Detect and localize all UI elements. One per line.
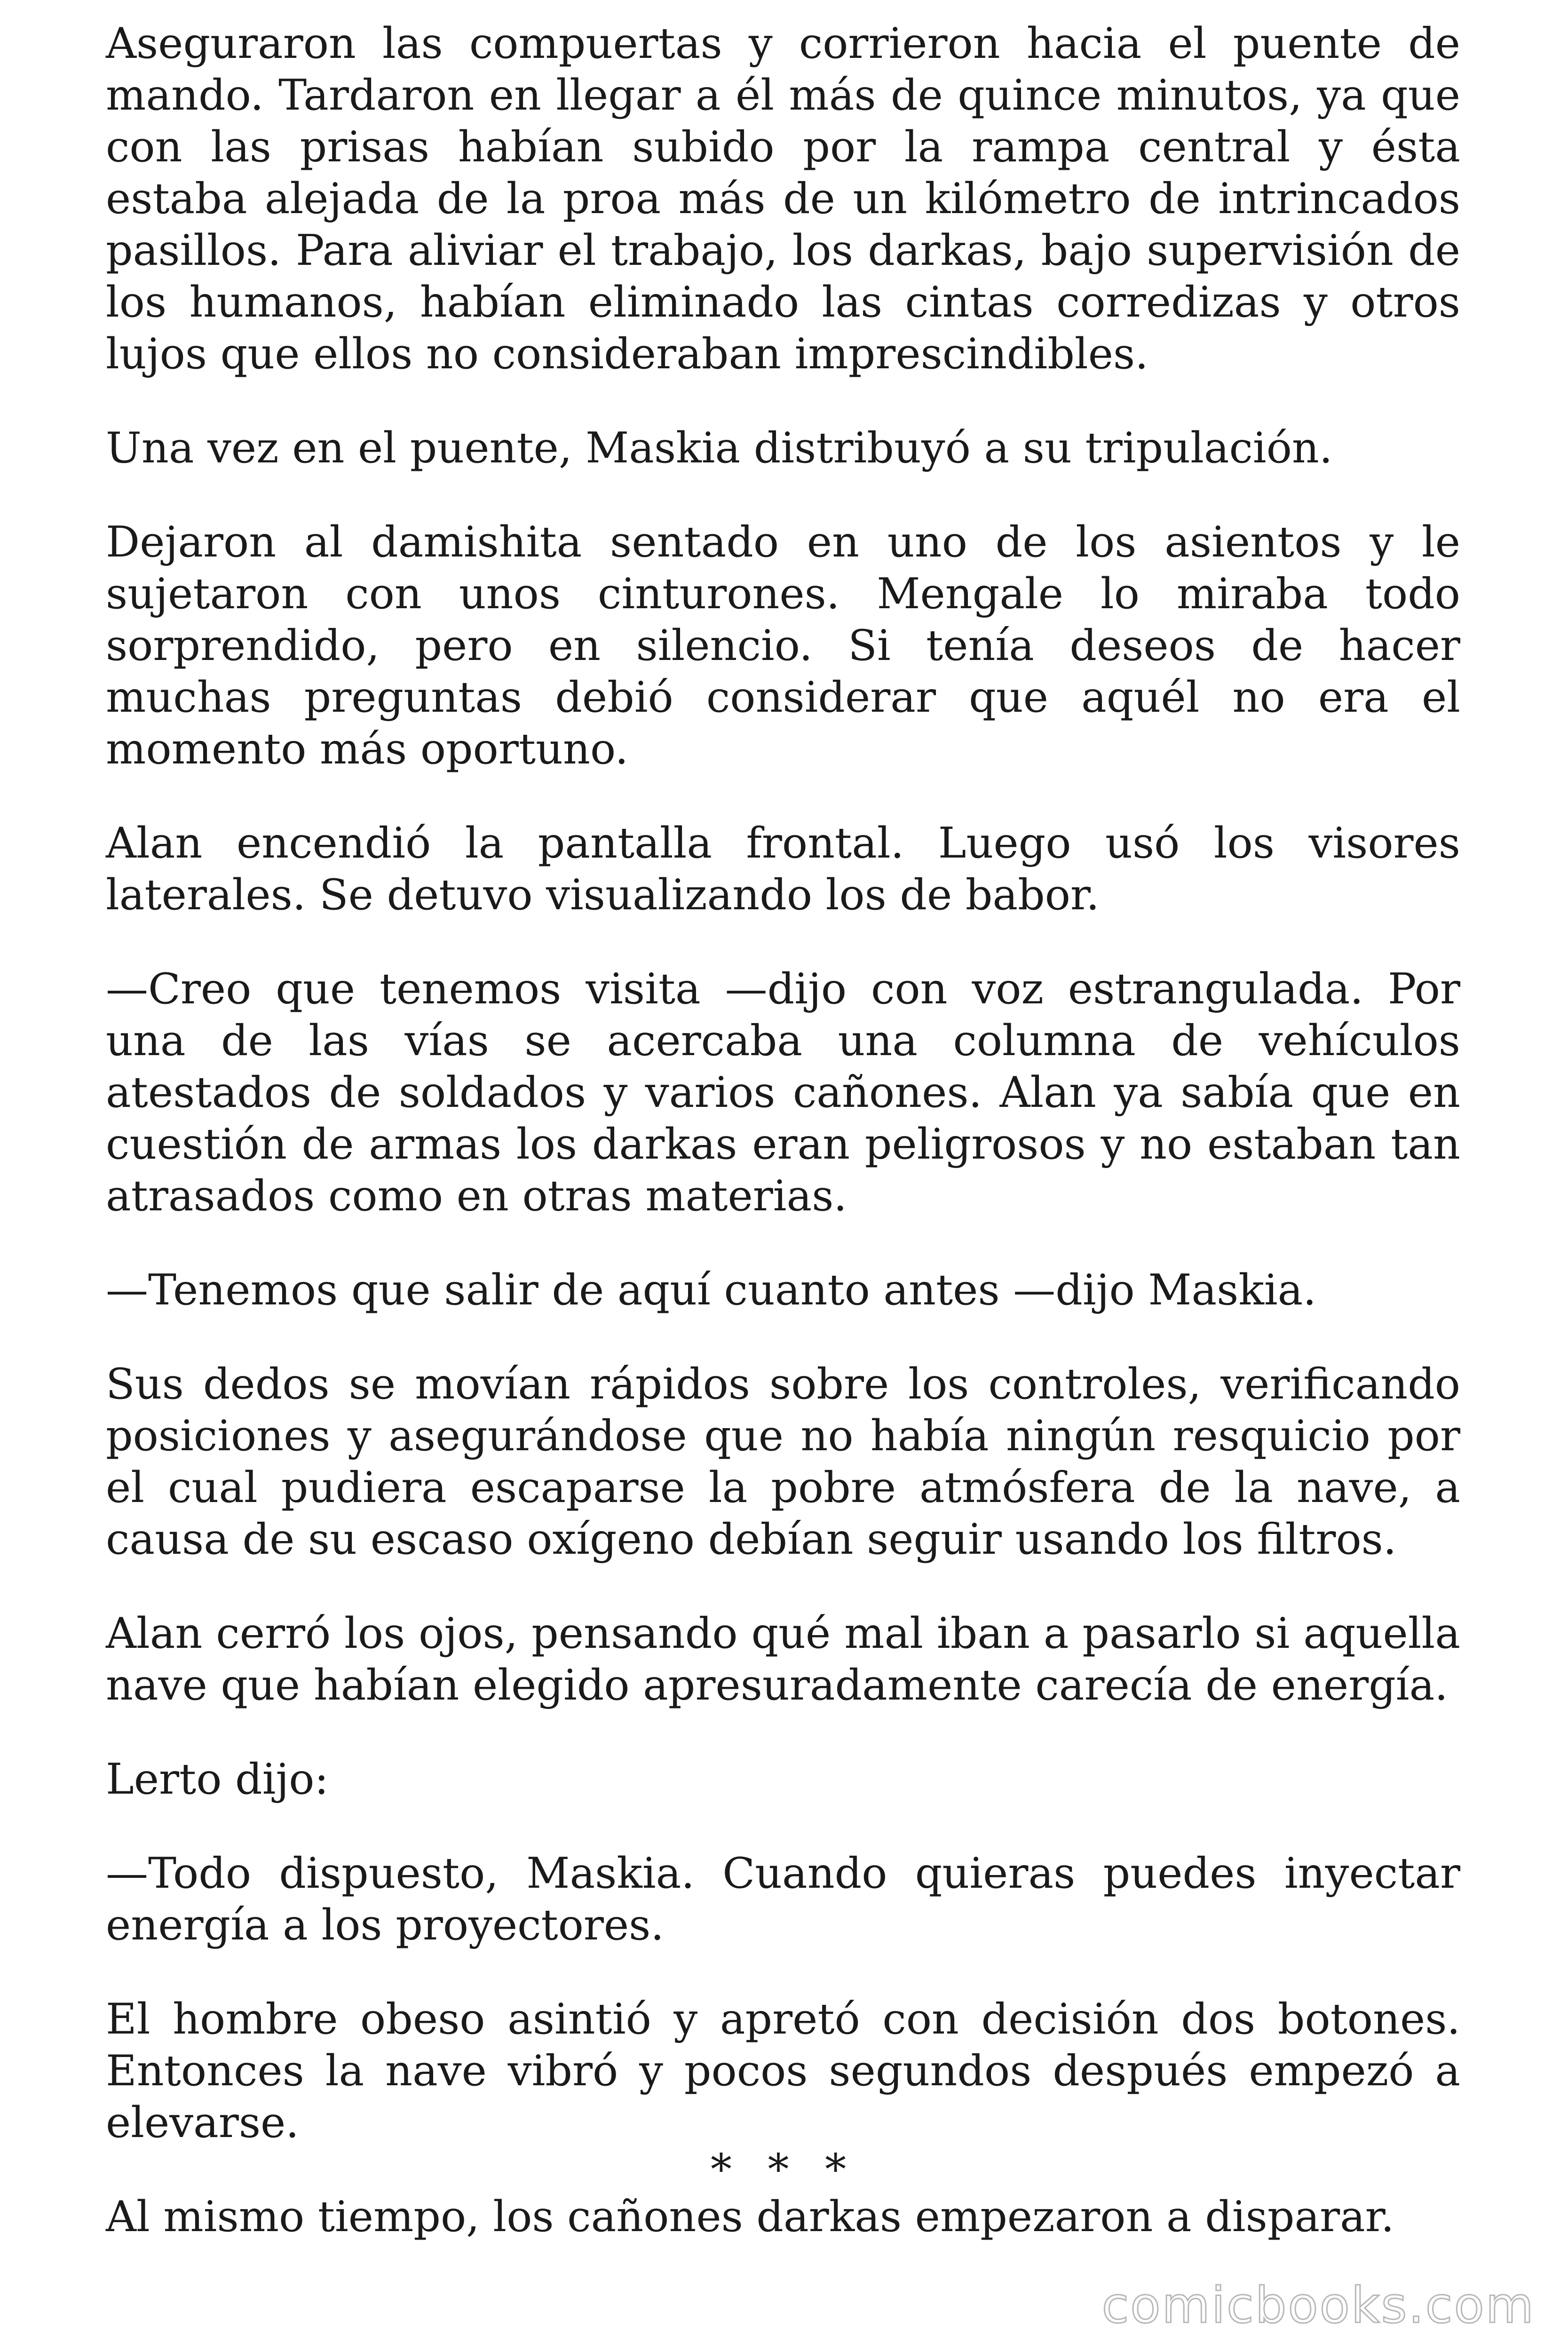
paragraph-5: —Creo que tenemos visita —dijo con voz estrangulada. Por una de las vías se acercaba una columna de vehículos atestados de soldados y varios cañones. Alan ya sabía que en cuestión de armas los darkas eran peligrosos y no estaban tan atrasados como en otras materias. — [106, 964, 1460, 1221]
section-separator: * * * — [710, 2145, 858, 2194]
paragraph-1: Aseguraron las compuertas y corrieron hacia el puente de mando. Tardaron en llegar a él más de quince minutos, ya que con las prisas habían subido por la rampa central y ésta estaba alejada de la proa más de un kilómetro de intrincados pasillos. Para aliviar el trabajo, los darkas, bajo supervisión de los humanos, habían eliminado las cintas corredizas y otros lujos que ellos no consideraban imprescindibles. — [106, 19, 1460, 379]
paragraph-6: —Tenemos que salir de aquí cuanto antes —dijo Maskia. — [106, 1265, 1316, 1315]
paragraph-12: Al mismo tiempo, los cañones darkas empezaron a disparar. — [106, 2192, 1394, 2241]
paragraph-7: Sus dedos se movían rápidos sobre los controles, verificando posiciones y asegurándose que no había ningún resquicio por el cual pudiera escaparse la pobre atmósfera de la nave, a causa de su escaso oxígeno debían seguir usando los filtros. — [106, 1359, 1460, 1564]
watermark: comicbooks.com — [1101, 2277, 1535, 2334]
paragraph-4: Alan encendió la pantalla frontal. Luego usó los visores laterales. Se detuvo visualizando los de babor. — [106, 818, 1460, 920]
paragraph-2: Una vez en el puente, Maskia distribuyó a su tripulación. — [106, 423, 1333, 473]
paragraph-9: Lerto dijo: — [106, 1755, 329, 1804]
paragraph-8: Alan cerró los ojos, pensando qué mal iban a pasarlo si aquella nave que habían elegido apresuradamente carecía de energía. — [106, 1609, 1460, 1710]
page-text — [106, 18, 1460, 2285]
paragraph-3: Dejaron al damishita sentado en uno de los asientos y le sujetaron con unos cinturones. Mengale lo miraba todo sorprendido, pero en silencio. Si tenía deseos de hacer muchas preguntas debió considerar que aquél no era el momento más oportuno. — [106, 517, 1460, 774]
paragraph-11: El hombre obeso asintió y apretó con decisión dos botones. Entonces la nave vibró y pocos segundos después empezó a elevarse. — [106, 1994, 1460, 2147]
paragraph-10: —Todo dispuesto, Maskia. Cuando quieras puedes inyectar energía a los proyectores. — [106, 1849, 1460, 1950]
